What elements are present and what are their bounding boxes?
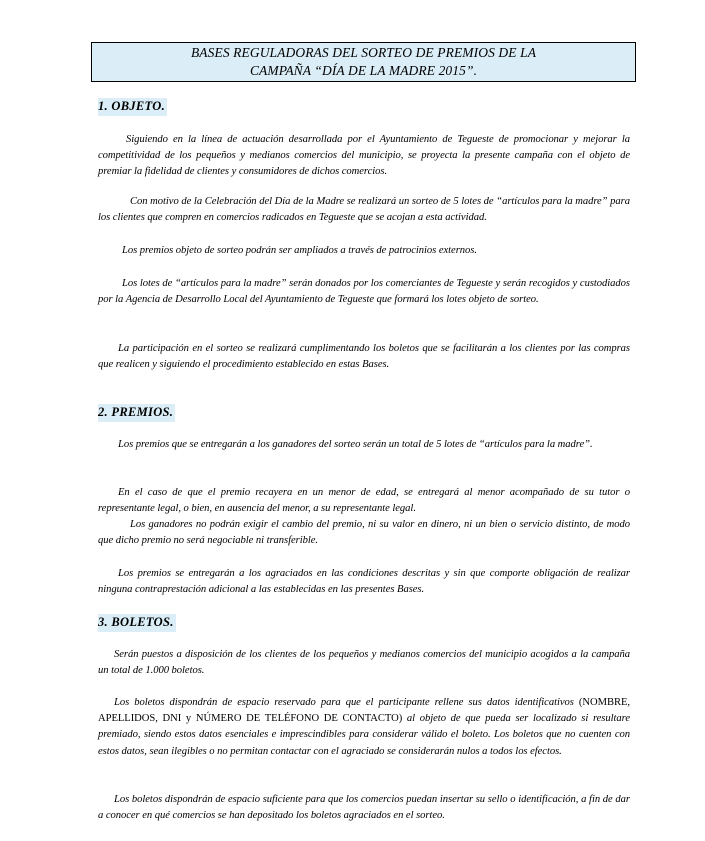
section-heading-premios: 2. PREMIOS.: [98, 404, 175, 422]
paragraph: Los premios se entregarán a los agraciados en las condiciones descritas y sin que comporte obligación de realizar ninguna contraprestación adicional a las establecidas en las presentes Bases.: [98, 568, 630, 596]
paragraph: Siguiendo en la línea de actuación desarrollada por el Ayuntamiento de Tegueste de promocionar y mejorar la competitividad de los pequeños y medianos comercios del municipio, se proyecta la presente campaña con el objeto de premiar la fidelidad de clientes y consumidores de dichos comercios.: [98, 134, 630, 178]
paragraph: Serán puestos a disposición de los clientes de los pequeños y medianos comercios del municipio acogidos a la campaña un total de 1.000 boletos.: [98, 649, 630, 677]
paragraph: Los ganadores no podrán exigir el cambio del premio, ni su valor en dinero, ni un bien o servicio distinto, de modo que dicho premio no será negociable ni transferible.: [98, 519, 630, 547]
paragraph: Los premios que se entregarán a los ganadores del sorteo serán un total de 5 lotes de “artículos para la madre”.: [118, 439, 593, 450]
paragraph: Los lotes de “artículos para la madre” serán donados por los comerciantes de Tegueste y serán recogidos y custodiados por la Agencia de Desarrollo Local del Ayuntamiento de Tegueste que formará los lotes objeto de sorteo.: [98, 278, 630, 306]
paragraph: Con motivo de la Celebración del Día de la Madre se realizará un sorteo de 5 lotes de “artículos para la madre” para los clientes que compren en comercios radicados en Tegueste que se acojan a esta actividad.: [98, 196, 630, 224]
paragraph: La participación en el sorteo se realizará cumplimentando los boletos que se facilitarán a los clientes por las compras que realicen y siguiendo el procedimiento establecido en estas Bases.: [98, 343, 630, 371]
section-heading-boletos: 3. BOLETOS.: [98, 614, 176, 632]
document-title: [91, 42, 636, 82]
title-line-1: BASES REGULADORAS DEL SORTEO DE PREMIOS DE LA: [190, 45, 537, 60]
required-fields-text: (NOMBRE, APELLIDOS, DNI y NÚMERO DE TELÉFONO DE CONTACTO): [98, 697, 630, 725]
paragraph-text: al objeto de que pueda ser localizado si resultare premiado, siendo estos datos esenciales e imprescindibles para considerar válido el boleto. Los boletos que no cuenten con estos datos, sean ilegibles o no permitan contactar con el agraciado se considerarán nulos a todos los efectos.: [98, 713, 630, 757]
paragraph: Los premios objeto de sorteo podrán ser ampliados a través de patrocinios externos.: [122, 245, 477, 256]
paragraph: En el caso de que el premio recayera en un menor de edad, se entregará al menor acompañado de su tutor o representante legal, o bien, en ausencia del menor, a su representante legal.: [98, 487, 630, 515]
paragraph-text: Los boletos dispondrán de espacio reservado para que el participante rellene sus datos identificativos: [114, 697, 574, 708]
section-heading-objeto: 1. OBJETO.: [98, 98, 167, 116]
title-line-2: CAMPAÑA “DÍA DE LA MADRE 2015”.: [249, 62, 478, 78]
paragraph: [98, 695, 630, 760]
paragraph: Los boletos dispondrán de espacio suficiente para que los comercios puedan insertar su sello o identificación, a fin de dar a conocer en qué comercios se han depositado los boletos agraciados en el sorteo.: [98, 794, 630, 822]
